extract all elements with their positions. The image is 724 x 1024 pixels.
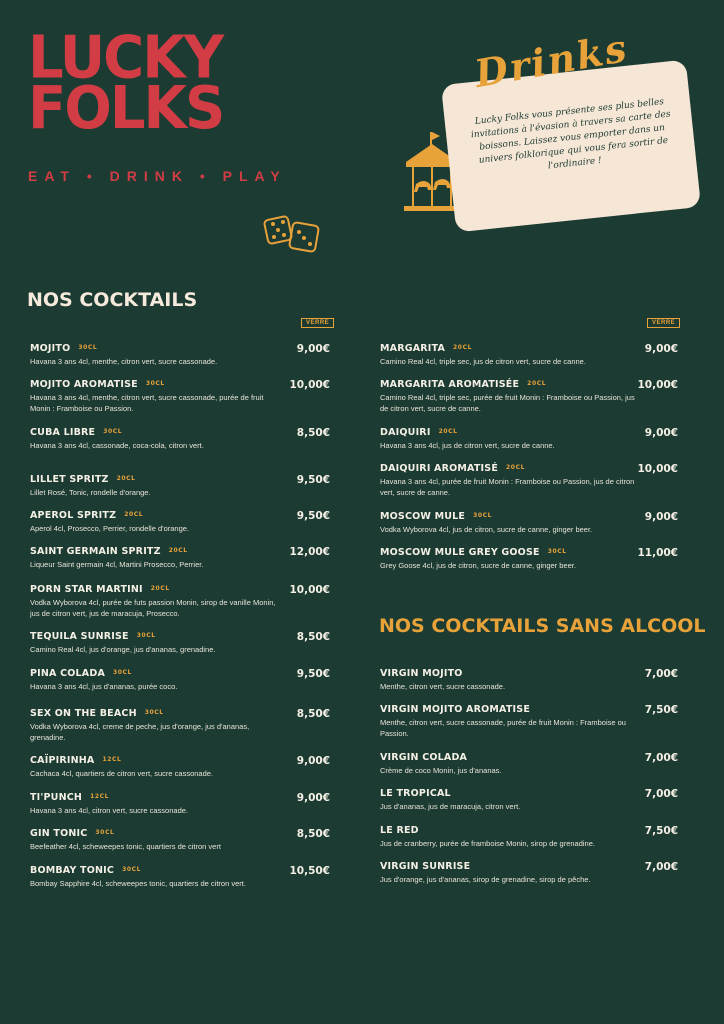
item-name: MOJITO AROMATISE <box>30 379 138 390</box>
item-size: 20CL <box>116 475 136 482</box>
item-size: 30CL <box>136 632 156 639</box>
item-name: VIRGIN MOJITO AROMATISE <box>380 704 531 715</box>
menu-item <box>380 427 678 451</box>
item-description: Havana 3 ans 4cl, menthe, citron vert, sucre cassonade. <box>30 357 218 366</box>
item-name: APEROL SPRITZ <box>30 510 117 521</box>
item-price: 8,50€ <box>296 828 330 840</box>
menu-item <box>380 704 678 739</box>
item-name: PORN STAR MARTINI <box>30 584 143 595</box>
item-size: 20CL <box>150 585 170 592</box>
item-name-row <box>30 828 330 839</box>
menu-item <box>30 379 330 414</box>
item-name-row <box>380 463 678 474</box>
item-price: 8,50€ <box>296 631 330 643</box>
item-price: 10,00€ <box>637 463 678 475</box>
menu-item <box>380 343 678 367</box>
brand-logo <box>28 24 224 143</box>
menu-item <box>30 427 330 451</box>
item-description: Havana 3 ans 4cl, cassonade, coca-cola, citron vert. <box>30 441 204 450</box>
item-description: Camino Real 4cl, triple sec, purée de fruit Monin : Framboise ou Passion, jus de citron vert, sucre de canne. <box>380 393 635 413</box>
item-description: Menthe, citron vert, sucre cassonade, purée de fruit Monin : Framboise ou Passion. <box>380 718 626 738</box>
item-price: 7,00€ <box>644 861 678 873</box>
item-name: SEX ON THE BEACH <box>30 708 137 719</box>
item-name-row <box>30 792 330 803</box>
item-description: Crème de coco Monin, jus d'ananas. <box>380 766 502 775</box>
item-size: 20CL <box>453 344 473 351</box>
item-description: Camino Real 4cl, jus d'orange, jus d'ananas, grenadine. <box>30 645 216 654</box>
item-description: Havana 3 ans 4cl, purée de fruit Monin : Framboise ou Passion, jus de citron vert, sucre de canne. <box>380 477 635 497</box>
item-name: DAIQUIRI <box>380 427 431 438</box>
item-name: LE TROPICAL <box>380 788 451 799</box>
item-name: TEQUILA SUNRISE <box>30 631 129 642</box>
menu-item <box>30 792 330 816</box>
item-description: Camino Real 4cl, triple sec, jus de citron vert, sucre de canne. <box>380 357 586 366</box>
item-name-row <box>30 631 330 642</box>
item-size: 30CL <box>473 512 493 519</box>
item-description: Aperol 4cl, Prosecco, Perrier, rondelle d'orange. <box>30 524 190 533</box>
item-name: VIRGIN COLADA <box>380 752 468 763</box>
item-description: Vodka Wyborova 4cl, purée de futs passion Monin, sirop de vanille Monin, jus de citron vert, jus de maracuja, Prosecco. <box>30 598 276 618</box>
menu-item <box>380 668 678 692</box>
item-price: 9,00€ <box>296 792 330 804</box>
item-price: 9,50€ <box>296 474 330 486</box>
item-description: Jus d'ananas, jus de maracuja, citron vert. <box>380 802 521 811</box>
item-size: 12CL <box>102 756 122 763</box>
item-name: VIRGIN MOJITO <box>380 668 463 679</box>
menu-item <box>380 788 678 812</box>
item-size: 20CL <box>506 464 525 471</box>
item-name-row <box>380 788 678 799</box>
item-name-row <box>380 547 678 558</box>
verre-label-right: VERRE <box>647 318 680 328</box>
item-description: Grey Goose 4cl, jus de citron, sucre de canne, ginger beer. <box>380 561 576 570</box>
item-description: Liqueur Saint germain 4cl, Martini Prosecco, Perrier. <box>30 560 204 569</box>
item-name-row <box>380 511 678 522</box>
drinks-script-title: Drinks <box>471 24 632 97</box>
verre-label-left: VERRE <box>301 318 334 328</box>
item-name: LILLET SPRITZ <box>30 474 109 485</box>
brand-tagline: EAT • DRINK • PLAY <box>28 168 287 184</box>
item-name-row <box>380 825 678 836</box>
section-title-cocktails: NOS COCKTAILS <box>27 289 198 311</box>
item-size: 30CL <box>78 344 98 351</box>
item-size: 20CL <box>124 511 144 518</box>
item-price: 7,50€ <box>644 825 678 837</box>
item-name-row <box>380 379 678 390</box>
menu-item <box>380 511 678 535</box>
item-description: Havana 3 ans 4cl, menthe, citron vert, sucre cassonade, purée de fruit Monin : Framboise ou Passion. <box>30 393 264 413</box>
item-description: Bombay Sapphire 4cl, scheweepes tonic, quartiers de citron vert. <box>30 879 246 888</box>
item-price: 7,00€ <box>644 668 678 680</box>
item-price: 10,50€ <box>289 865 330 877</box>
item-price: 12,00€ <box>289 546 330 558</box>
item-name-row <box>380 668 678 679</box>
item-size: 30CL <box>144 709 164 716</box>
menu-item <box>30 584 330 619</box>
item-name-row <box>30 865 330 876</box>
item-name-row <box>30 510 330 521</box>
item-name-row <box>30 343 330 354</box>
menu-item <box>30 668 330 692</box>
item-price: 7,00€ <box>644 752 678 764</box>
item-price: 10,00€ <box>289 584 330 596</box>
item-name-row <box>380 704 678 715</box>
item-description: Lillet Rosé, Tonic, rondelle d'orange. <box>30 488 151 497</box>
menu-item <box>30 828 330 852</box>
item-price: 9,00€ <box>644 511 678 523</box>
menu-item <box>30 865 330 889</box>
item-name-row <box>380 861 678 872</box>
item-price: 9,50€ <box>296 510 330 522</box>
item-name: GIN TONIC <box>30 828 88 839</box>
dice-icon <box>263 210 323 256</box>
menu-item <box>380 379 678 414</box>
menu-item <box>30 510 330 534</box>
item-name: TI'PUNCH <box>30 792 83 803</box>
item-description: Cachaca 4cl, quartiers de citron vert, sucre cassonade. <box>30 769 214 778</box>
menu-item <box>30 546 330 570</box>
menu-item <box>380 463 678 498</box>
item-name: DAIQUIRI AROMATISÉ <box>380 463 499 474</box>
item-description: Vodka Wyborova 4cl, creme de peche, jus d'orange, jus d'ananas, grenadine. <box>30 722 250 742</box>
item-size: 20CL <box>527 380 547 387</box>
menu-item <box>30 474 330 498</box>
item-name-row <box>30 708 330 719</box>
item-description: Havana 3 ans 4cl, jus d'ananas, purée coco. <box>30 682 178 691</box>
item-name-row <box>30 379 330 390</box>
item-name-row <box>30 584 330 595</box>
item-size: 20CL <box>168 547 188 554</box>
item-name-row <box>380 427 678 438</box>
menu-item <box>30 755 330 779</box>
item-size: 30CL <box>122 866 142 873</box>
item-name: SAINT GERMAIN SPRITZ <box>30 546 161 557</box>
item-price: 8,50€ <box>296 427 330 439</box>
item-description: Jus d'orange, jus d'ananas, sirop de grenadine, sirop de pêche. <box>380 875 591 884</box>
item-price: 10,00€ <box>289 379 330 391</box>
item-name: VIRGIN SUNRISE <box>380 861 471 872</box>
item-size: 12CL <box>90 793 110 800</box>
item-description: Havana 3 ans 4cl, jus de citron vert, sucre de canne. <box>380 441 555 450</box>
menu-item <box>380 861 678 885</box>
item-size: 30CL <box>95 829 115 836</box>
item-price: 9,00€ <box>644 427 678 439</box>
item-size: 30CL <box>103 428 123 435</box>
item-price: 9,00€ <box>644 343 678 355</box>
item-price: 7,00€ <box>644 788 678 800</box>
menu-item <box>380 547 678 571</box>
item-description: Menthe, citron vert, sucre cassonade. <box>380 682 506 691</box>
item-description: Beefeather 4cl, scheweepes tonic, quartiers de citron vert <box>30 842 221 851</box>
item-name-row <box>380 752 678 763</box>
item-name-row <box>380 343 678 354</box>
menu-item <box>30 708 330 743</box>
menu-item <box>380 752 678 776</box>
item-name: MARGARITA <box>380 343 446 354</box>
item-price: 9,50€ <box>296 668 330 680</box>
item-price: 9,00€ <box>296 755 330 767</box>
item-name-row <box>30 427 330 438</box>
item-name: MARGARITA AROMATISÉE <box>380 379 520 390</box>
item-size: 30CL <box>547 548 567 555</box>
item-name: CAÏPIRINHA <box>30 755 95 766</box>
menu-item <box>30 631 330 655</box>
item-price: 7,50€ <box>644 704 678 716</box>
item-name-row <box>30 668 330 679</box>
item-name: MOJITO <box>30 343 71 354</box>
item-description: Jus de cranberry, purée de framboise Monin, sirop de grenadine. <box>380 839 595 848</box>
item-price: 10,00€ <box>637 379 678 391</box>
item-price: 9,00€ <box>296 343 330 355</box>
item-name: LE RED <box>380 825 419 836</box>
item-name-row <box>30 755 330 766</box>
item-name: PINA COLADA <box>30 668 105 679</box>
item-description: Vodka Wyborova 4cl, jus de citron, sucre de canne, ginger beer. <box>380 525 593 534</box>
item-name: MOSCOW MULE GREY GOOSE <box>380 547 540 558</box>
item-name: MOSCOW MULE <box>380 511 466 522</box>
intro-text: Lucky Folks vous présente ses plus belles invitations à l'évasion à travers sa carte des boissons. Laissez vous emporter dans un univers folklorique qui vous fera sortir de l'ordinaire ! <box>470 97 672 172</box>
item-price: 8,50€ <box>296 708 330 720</box>
item-price: 11,00€ <box>637 547 678 559</box>
item-name: CUBA LIBRE <box>30 427 96 438</box>
section-title-sans-alcool: NOS COCKTAILS SANS ALCOOL <box>379 615 706 637</box>
brand-line-2: FOLKS <box>28 74 224 143</box>
item-size: 30CL <box>113 669 132 676</box>
item-size: 20CL <box>438 428 458 435</box>
item-name-row <box>30 546 330 557</box>
item-name-row <box>30 474 330 485</box>
item-description: Havana 3 ans 4cl, citron vert, sucre cassonade. <box>30 806 188 815</box>
menu-item <box>30 343 330 367</box>
brand-line-1: LUCKY <box>28 24 223 93</box>
item-size: 30CL <box>145 380 165 387</box>
menu-item <box>380 825 678 849</box>
item-name: BOMBAY TONIC <box>30 865 115 876</box>
